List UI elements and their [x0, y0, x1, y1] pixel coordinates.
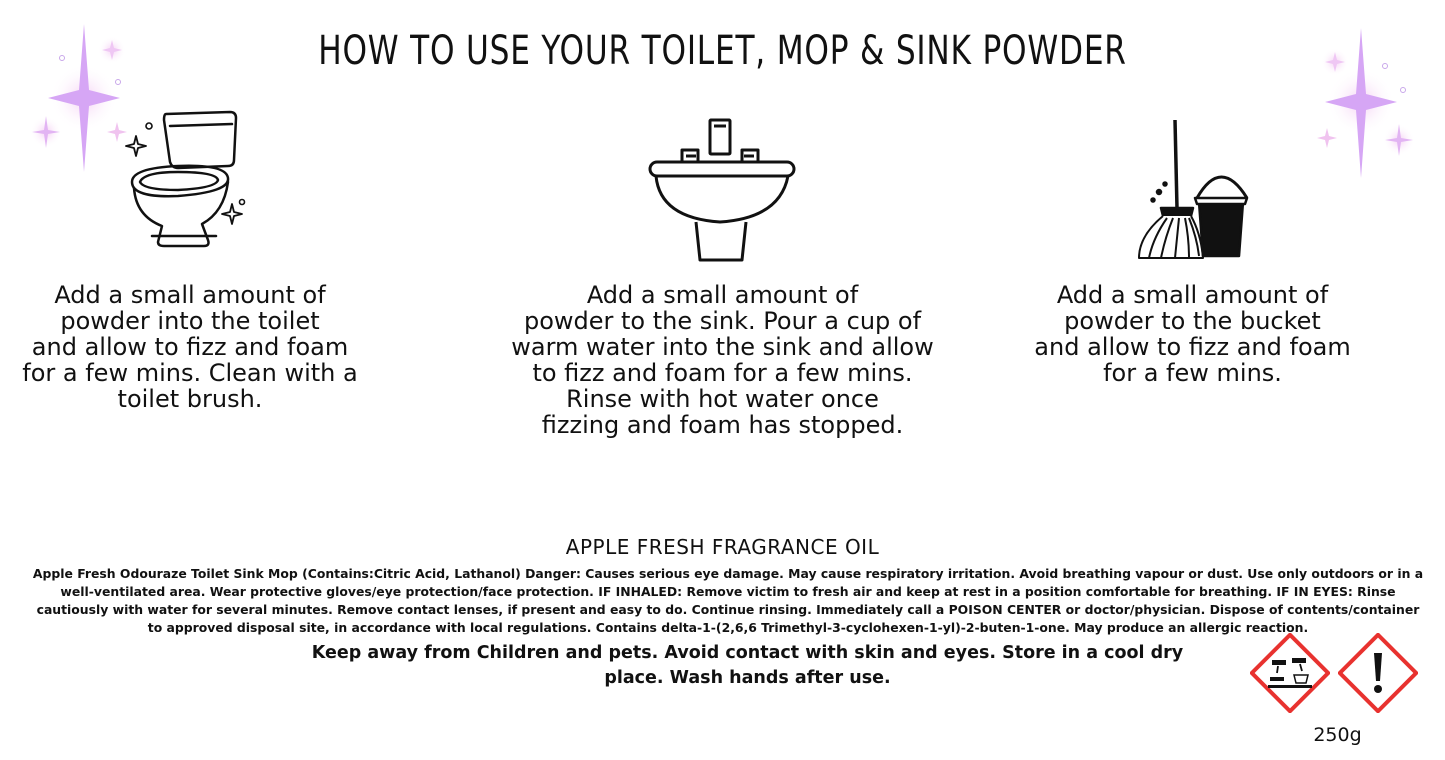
- hazard-warning-text: Apple Fresh Odouraze Toilet Sink Mop (Contains:Citric Acid, Lathanol) Danger: Causes serious eye damage. May cause respiratory irritation. Avoid breathing vapour or dust. Use only outdoors or in a well-ventilated area. Wear protective gloves/eye protection/face protection. IF INHALED: Remove victim to fresh air and keep at rest in a position comfortable for breathing. IF IN EYES: Rinse cautiously with water for several minutes. Remove contact lenses, if present and easy to do. Continue rinsing. Immediately call a POISON CENTER or doctor/physician. Dispose of contents/container to approved disposal site, in accordance with local regulations. Contains delta-1-(2,6,6 Trimethyl-3-cyclohexen-1-yl)-2-buten-1-one. May produce an allergic reaction.: [32, 566, 1424, 635]
- step-text-sink: Add a small amount of powder to the sink. Pour a cup of warm water into the sink and allow to fizz and foam for a few mins. Rinse with hot water once fizzing and foam has stopped.: [511, 281, 934, 439]
- toilet-icon: [118, 108, 250, 253]
- sparkle-cluster-right-icon: [1305, 22, 1425, 182]
- mop-bucket-icon: [1135, 118, 1257, 263]
- corrosion-pictogram-icon: [1250, 633, 1330, 713]
- step-text-bucket: Add a small amount of powder to the bucket and allow to fizz and foam for a few mins.: [1034, 281, 1351, 387]
- sink-icon: [646, 118, 798, 263]
- exclamation-pictogram-icon: [1338, 633, 1418, 713]
- step-text-toilet: Add a small amount of powder into the toilet and allow to fizz and foam for a few mins. Clean with a toilet brush.: [22, 281, 358, 413]
- safety-instructions: Keep away from Children and pets. Avoid contact with skin and eyes. Store in a cool dry place. Wash hands after use.: [311, 643, 1184, 688]
- net-weight: 250g: [1313, 724, 1362, 746]
- fragrance-heading: APPLE FRESH FRAGRANCE OIL: [565, 535, 880, 559]
- page-title: HOW TO USE YOUR TOILET, MOP & SINK POWDER: [318, 28, 1127, 74]
